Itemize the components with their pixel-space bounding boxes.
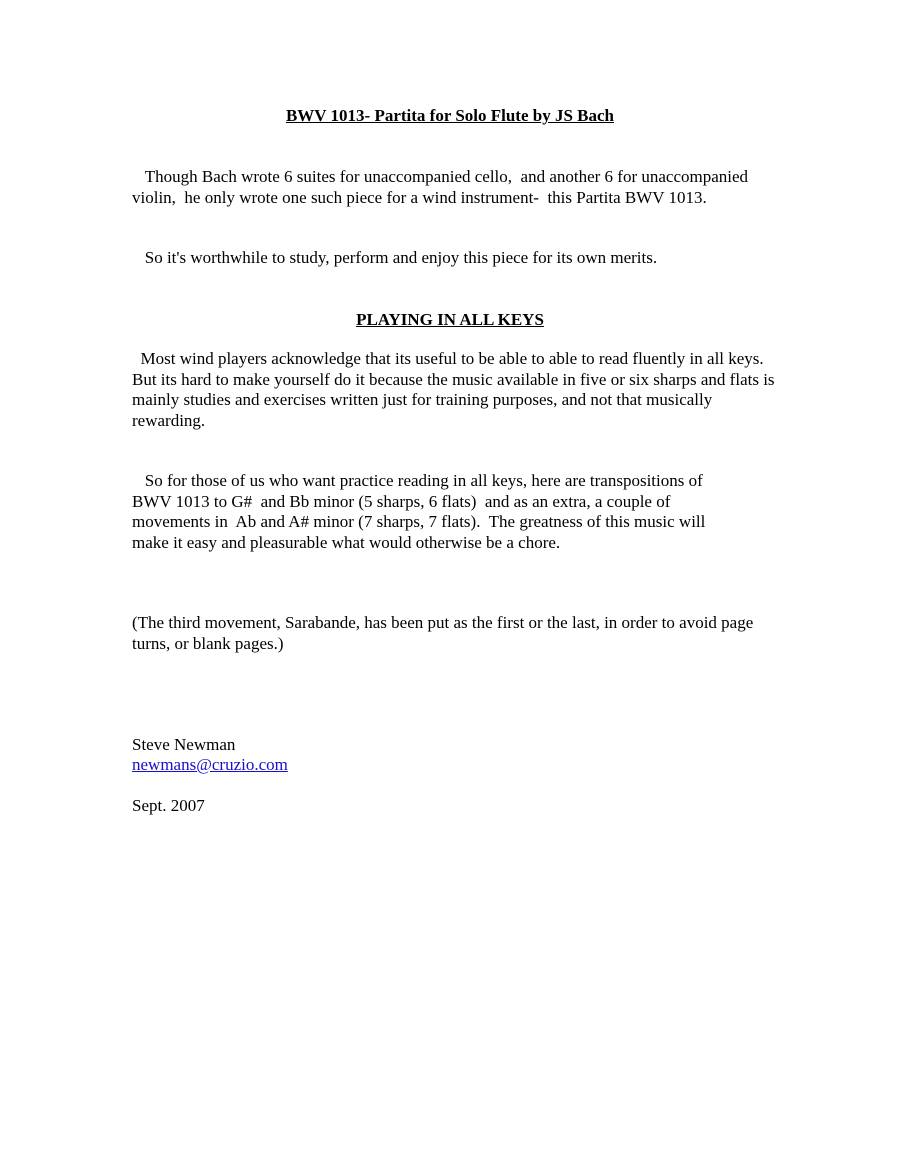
document-title: BWV 1013- Partita for Solo Flute by JS Bach [285,106,615,125]
keys-paragraph-1: Most wind players acknowledge that its useful to be able to able to read fluently in all keys. But its hard to make yourself do it because the music available in five or six sharps and flats is mainly studies and exercises written just for training purposes, and not that musically rewarding. [132,349,779,430]
intro-paragraph-1: Though Bach wrote 6 suites for unaccompanied cello, and another 6 for unaccompanied violin, he only wrote one such piece for a wind instrument- this Partita BWV 1013. [132,167,753,207]
author-email-line [132,755,288,775]
author-email-link[interactable]: newmans@cruzio.com [132,755,288,774]
section-heading: PLAYING IN ALL KEYS [356,310,544,329]
note-paragraph: (The third movement, Sarabande, has been put as the first or the last, in order to avoid page turns, or blank pages.) [132,613,758,653]
author-name: Steve Newman [132,735,236,754]
keys-paragraph-2: So for those of us who want practice reading in all keys, here are transpositions of BWV 1013 to G# and Bb minor (5 sharps, 6 flats) and as an extra, a couple of movements in Ab and A# minor (7 sharps, 7 flats). The greatness of this music will make it easy and pleasurable what would otherwise be a chore. [132,471,710,552]
intro-paragraph-2: So it's worthwhile to study, perform and enjoy this piece for its own merits. [132,248,658,267]
document-date: Sept. 2007 [132,796,205,815]
